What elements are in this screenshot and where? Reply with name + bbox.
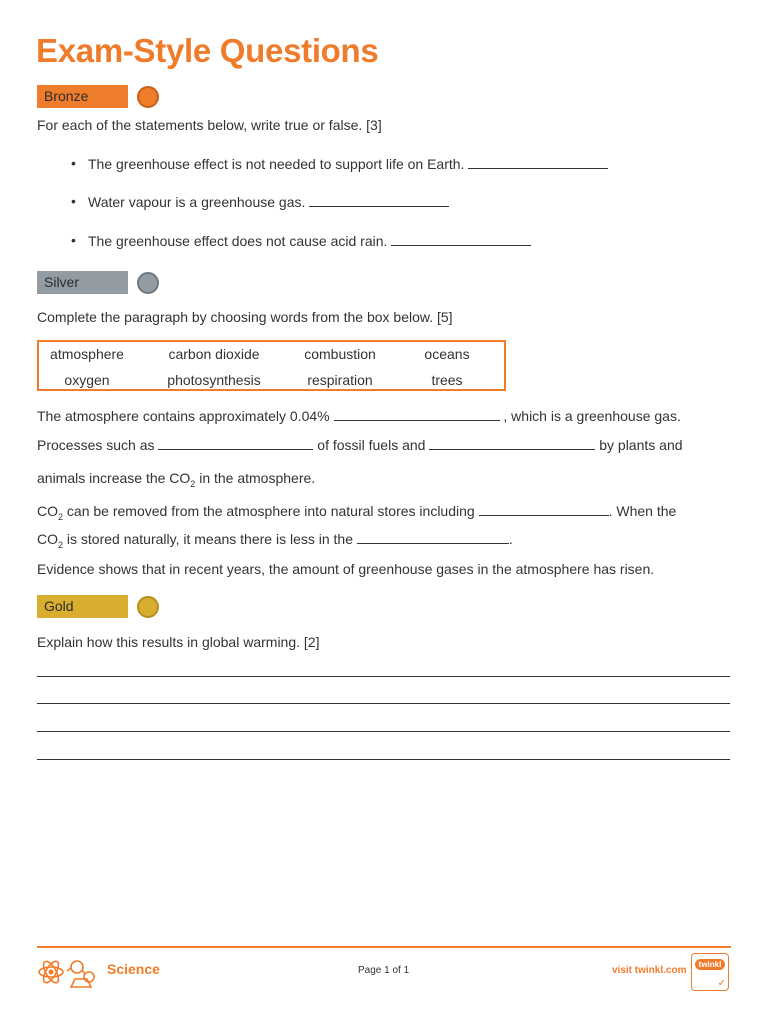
evidence-statement: Evidence shows that in recent years, the amount of greenhouse gases in the atmosphere has risen. [37,561,655,577]
silver-level-label: Silver [37,271,128,294]
word-bank-item: photosynthesis [167,372,261,388]
answer-blank[interactable] [468,154,608,169]
answer-line[interactable] [37,676,730,677]
footer-page-number: Page 1 of 1 [358,965,410,976]
statement-2: Water vapour is a greenhouse gas. [88,192,449,210]
twinkl-logo-text: twinkl [695,959,725,970]
paragraph-line-5: $CO_2$ is stored naturally, it means there is less in the . [37,531,513,550]
bronze-level-label: Bronze [37,85,128,108]
answer-blank[interactable] [309,192,449,207]
word-bank-item: respiration [307,372,373,388]
silver-instruction: Complete the paragraph by choosing words from the box below. [5] [37,309,453,325]
footer-subject: Science [107,961,160,977]
statement-3: The greenhouse effect does not cause acid rain. [88,231,531,249]
statement-1: The greenhouse effect is not needed to support life on Earth. [88,154,608,172]
silver-medal-icon [137,272,159,294]
word-bank-item: atmosphere [50,346,124,362]
page-title: Exam-Style Questions [36,32,379,69]
word-bank-item: trees [431,372,463,388]
paragraph-line-4: $CO_2$ can be removed from the atmosphere into natural stores including . When the [37,503,677,522]
answer-blank[interactable] [479,501,609,516]
answer-blank[interactable] [334,406,500,421]
word-bank [37,340,506,391]
gold-medal-icon [137,596,159,618]
paragraph-line-3: animals increase the $CO_2$ in the atmosphere. [37,470,316,489]
answer-line[interactable] [37,759,730,760]
word-bank-item: carbon dioxide [168,346,260,362]
answer-blank[interactable] [357,529,509,544]
answer-line[interactable] [37,703,730,704]
answer-blank[interactable] [391,231,531,246]
answer-blank[interactable] [429,435,595,450]
bronze-instruction: For each of the statements below, write true or false. [3] [37,117,382,133]
word-bank-item: oxygen [64,372,110,388]
paragraph-line-2: Processes such as of fossil fuels and by plants and [37,437,683,453]
bullet-icon: • [71,232,76,248]
bullet-icon: • [71,155,76,171]
bronze-medal-icon [137,86,159,108]
gold-level-label: Gold [37,595,128,618]
checkmark-icon: ✓ [717,978,726,989]
science-atom-icon [37,953,99,991]
footer-website-link[interactable]: visit twinkl.com [612,965,687,976]
answer-blank[interactable] [158,435,313,450]
paragraph-line-1: The atmosphere contains approximately 0.04% , which is a greenhouse gas. [37,408,681,424]
footer-divider [37,946,731,948]
gold-instruction: Explain how this results in global warming. [2] [37,634,320,650]
word-bank-item: oceans [424,346,470,362]
twinkl-logo [691,953,729,991]
word-bank-item: combustion [304,346,376,362]
answer-line[interactable] [37,731,730,732]
bullet-icon: • [71,193,76,209]
